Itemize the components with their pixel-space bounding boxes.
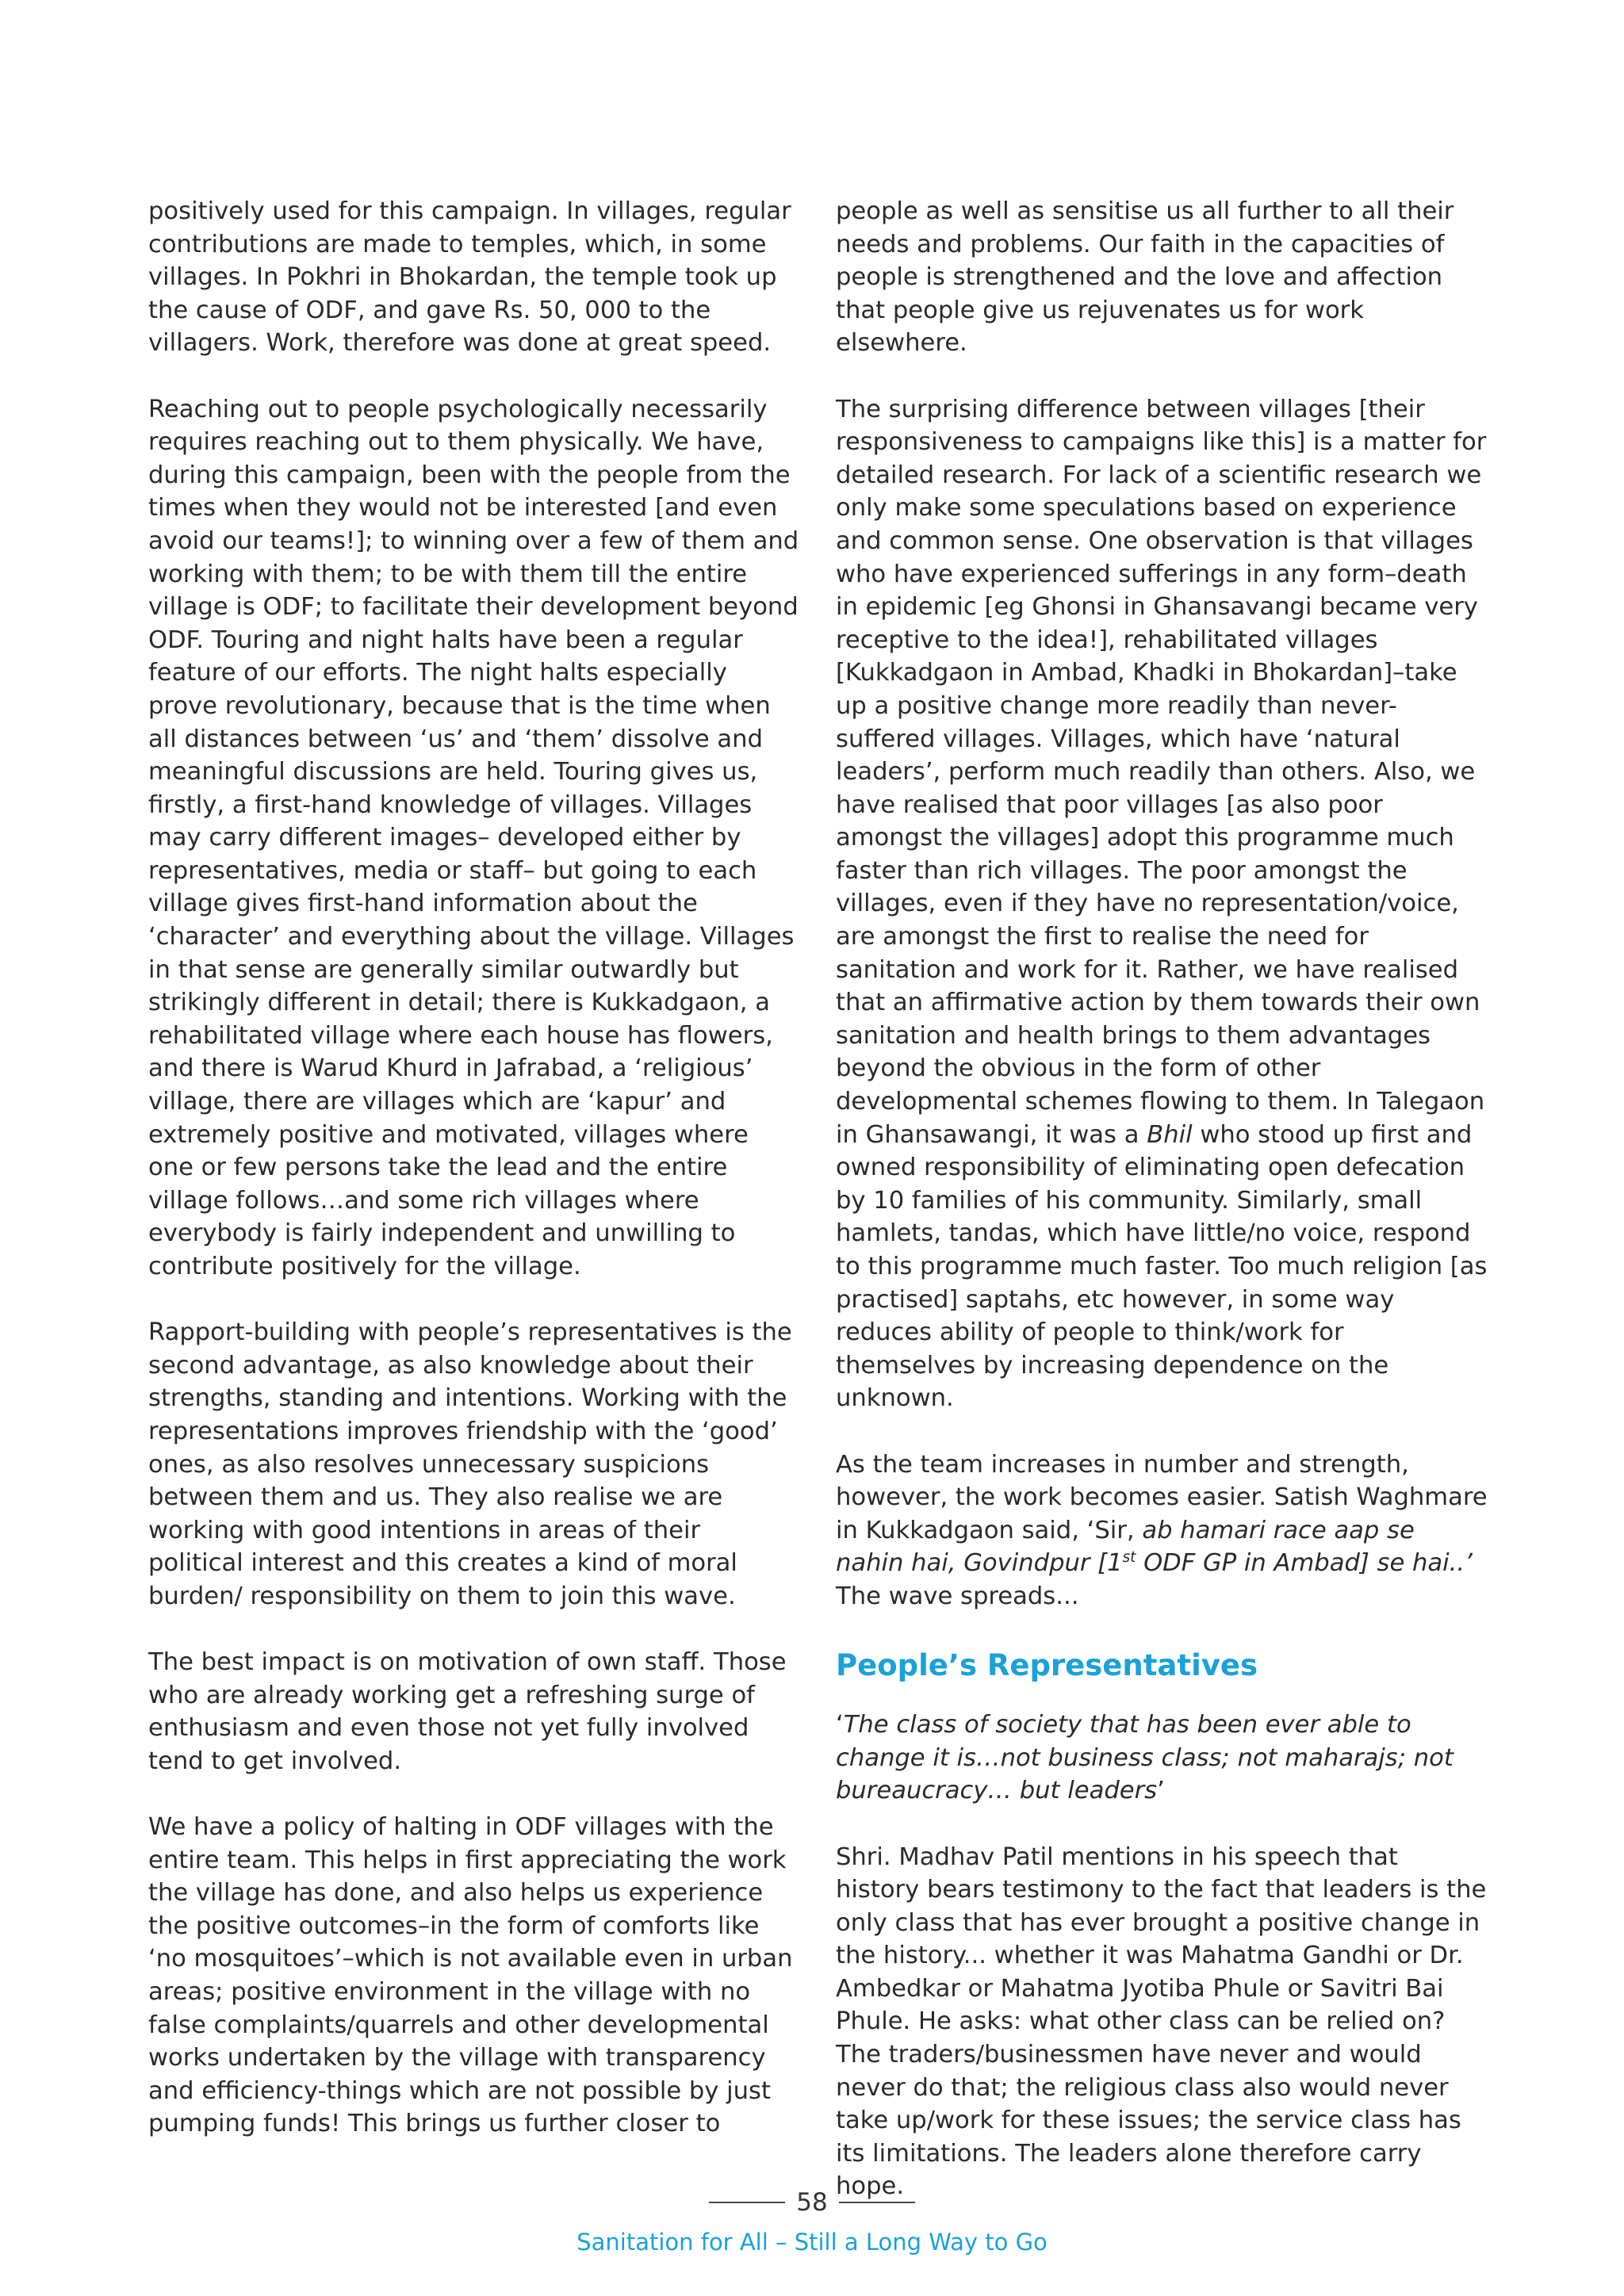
- paragraph: [836, 1448, 1488, 1613]
- paragraph: people as well as sensitise us all further to all their needs and problems. Our faith in the capacities of people is strengthened and the love and affection that people give us rejuvenates us for work elsewhere.: [836, 197, 1454, 358]
- quote-mark: ‘: [836, 1711, 844, 1739]
- text-run: The wave spreads...: [836, 1582, 1079, 1610]
- section-heading: People’s Representatives: [836, 1648, 1258, 1683]
- divider: [709, 2202, 785, 2203]
- paragraph: Shri. Madhav Patil mentions in his speech that history bears testimony to the fact that leaders is the only class that has ever brought a positive change in the history... whether it was Mahatma Gandhi or Dr. Ambedkar or Mahatma Jyotiba Phule or Savitri Bai Phule. He asks: what other class can be relied on? The traders/businessmen have never and would never do that; the religious class also would never take up/work for these issues; the service class has its limitations. The leaders alone therefore carry hope.: [836, 1843, 1487, 2201]
- quote-mark: ’: [1157, 1777, 1165, 1805]
- paragraph: The best impact is on motivation of own staff. Those who are already working get a refreshing surge of enthusiasm and even those not yet fully involved tend to get involved.: [148, 1648, 787, 1775]
- text-run: The surprising difference between villages [their responsiveness to campaigns like this] is a matter for detailed research. For lack of a scientific research we only make some speculations based on experience and common sense. One observation is that villages who have experienced sufferings in any form–death in epidemic [eg Ghonsi in Ghansavangi became very receptive to the idea!], rehabilitated villages [Kukkadgaon in Ambad, Khadki in Bhokardan]–take up a positive change more readily than never-suffered villages. Villages, which have ‘natural leaders’, perform much readily than others. Also, we have realised that poor villages [as also poor amongst the villages] adopt this programme much faster than rich villages. The poor amongst the villages, even if they have no representation/voice, are amongst the first to realise the need for sanitation and work for it. Rather, we have realised that an affirmative action by them towards their own sanitation and health brings to them advantages beyond the obvious in the form of other developmental schemes flowing to them. In Talegaon in Ghansawangi, it was a: [836, 395, 1487, 1149]
- text-run: ab hamari race aap se nahin hai, Govindpur [1: [836, 1516, 1415, 1578]
- quote-paragraph: [836, 1709, 1488, 1808]
- right-column: [836, 195, 1488, 2203]
- superscript: st: [1122, 1549, 1136, 1567]
- text-run: ODF GP in Ambad] se hai..’: [1136, 1549, 1473, 1578]
- text-run: who stood up first and owned responsibility of eliminating open defecation by 10 families of his community. Similarly, small hamlets, tandas, which have little/no voice, respond to this programme much faster. Too much religion [as practised] saptahs, etc however, in some way reduces ability of people to think/work for themselves by increasing dependence on the unknown.: [836, 1120, 1488, 1413]
- paragraph: Reaching out to people psychologically necessarily requires reaching out to them physically. We have, during this campaign, been with the people from the times when they would not be interested [and even avoid our teams!]; to winning over a few of them and working with them; to be with them till the entire village is ODF; to facilitate their development beyond ODF. Touring and night halts have been a regular feature of our efforts. The night halts especially prove revolutionary, because that is the time when all distances between ‘us’ and ‘them’ dissolve and meaningful discussions are held. Touring gives us, firstly, a first-hand knowledge of villages. Villages may carry different images– developed either by representatives, media or staff– but going to each village gives first-hand information about the ‘character’ and everything about the village. Villages in that sense are generally similar outwardly but strikingly different in detail; there is Kukkadgaon, a rehabilitated village where each house has flowers, and there is Warud Khurd in Jafrabad, a ‘religious’ village, there are villages which are ‘kapur’ and extremely positive and motivated, villages where one or few persons take the lead and the entire village follows…and some rich villages where everybody is fairly independent and unwilling to contribute positively for the village.: [148, 395, 799, 1280]
- quote-text: The class of society that has been ever able to change it is…not business class; not maharajs; not bureaucracy… but leaders: [836, 1711, 1454, 1805]
- page-number-row: [0, 2187, 1624, 2218]
- divider: [839, 2202, 915, 2203]
- page-number: 58: [796, 2188, 828, 2217]
- paragraph: [836, 393, 1488, 1415]
- text-run: As the team increases in number and strength, however, the work becomes easier. Satish Waghmare in Kukkadgaon said, ‘Sir,: [836, 1450, 1488, 1544]
- footer-title: Sanitation for All – Still a Long Way to Go: [576, 2229, 1048, 2256]
- paragraph: positively used for this campaign. In villages, regular contributions are made to temples, which, in some villages. In Pokhri in Bhokardan, the temple took up the cause of ODF, and gave Rs. 50, 000 to the villagers. Work, therefore was done at great speed.: [148, 197, 791, 358]
- paragraph: We have a policy of halting in ODF villages with the entire team. This helps in first appreciating the work the village has done, and also helps us experience the positive outcomes–in the form of comforts like ‘no mosquitoes’–which is not available even in urban areas; positive environment in the village with no false complaints/quarrels and other developmental works undertaken by the village with transparency and efficiency-things which are not possible by just pumping funds! This brings us further closer to: [148, 1813, 793, 2138]
- left-column: [148, 195, 800, 2141]
- emphasis: Bhil: [1147, 1120, 1193, 1149]
- paragraph: Rapport-building with people’s representatives is the second advantage, as also knowledge about their strengths, standing and intentions. Working with the representations improves friendship with the ‘good’ ones, as also resolves unnecessary suspicions between them and us. They also realise we are working with good intentions in areas of their political interest and this creates a kind of moral burden/ responsibility on them to join this wave.: [148, 1318, 792, 1610]
